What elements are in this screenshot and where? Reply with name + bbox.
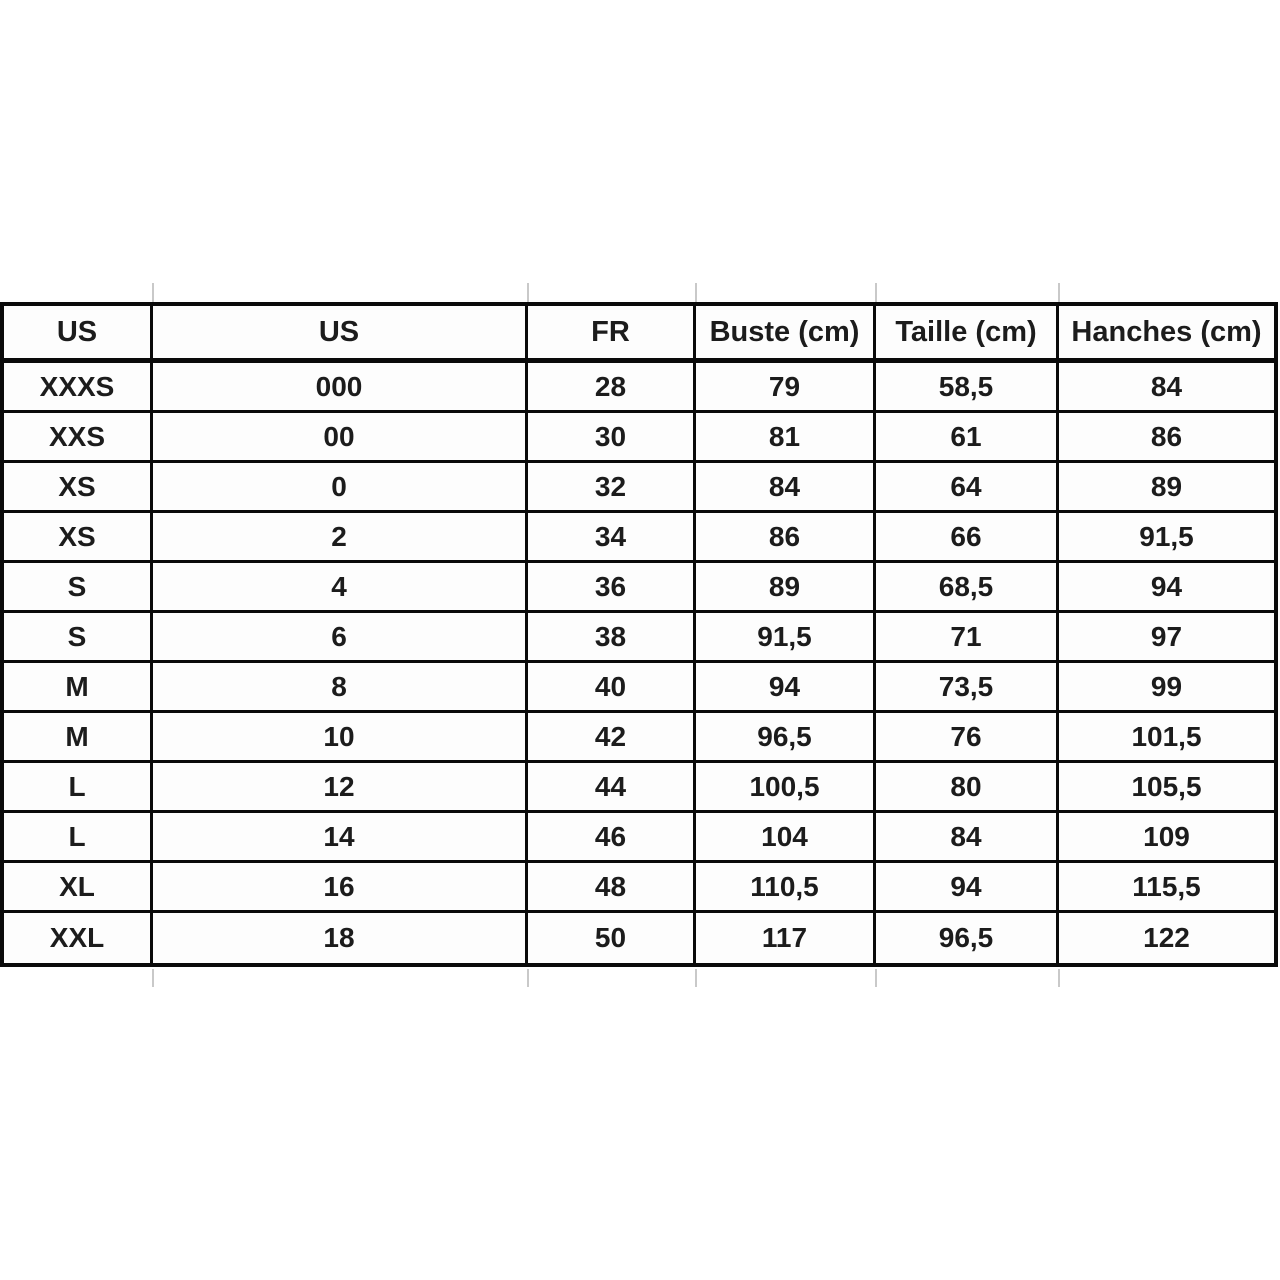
- cell-hips-cm: 101,5: [1059, 713, 1274, 763]
- cell-us-alpha: XS: [4, 463, 153, 513]
- gridline-stub: [695, 969, 697, 987]
- gridline-stub: [875, 283, 877, 302]
- cell-us-numeric: 12: [153, 763, 528, 813]
- cell-fr: 32: [528, 463, 696, 513]
- cell-waist-cm: 96,5: [876, 913, 1059, 963]
- cell-bust-cm: 86: [696, 513, 876, 563]
- cell-bust-cm: 91,5: [696, 613, 876, 663]
- cell-us-numeric: 14: [153, 813, 528, 863]
- cell-hips-cm: 105,5: [1059, 763, 1274, 813]
- cell-hips-cm: 91,5: [1059, 513, 1274, 563]
- cell-hips-cm: 94: [1059, 563, 1274, 613]
- column-header-us-numeric: US: [153, 306, 528, 363]
- cell-bust-cm: 94: [696, 663, 876, 713]
- cell-us-alpha: L: [4, 763, 153, 813]
- column-header-waist: Taille (cm): [876, 306, 1059, 363]
- cell-bust-cm: 84: [696, 463, 876, 513]
- cell-us-numeric: 8: [153, 663, 528, 713]
- cell-hips-cm: 86: [1059, 413, 1274, 463]
- cell-us-numeric: 18: [153, 913, 528, 963]
- gridline-stub: [152, 969, 154, 987]
- cell-us-alpha: M: [4, 663, 153, 713]
- cell-us-numeric: 16: [153, 863, 528, 913]
- gridline-stub: [527, 969, 529, 987]
- cell-fr: 36: [528, 563, 696, 613]
- cell-waist-cm: 80: [876, 763, 1059, 813]
- gridline-stub: [875, 969, 877, 987]
- cell-waist-cm: 94: [876, 863, 1059, 913]
- size-conversion-table: [0, 302, 1278, 967]
- cell-fr: 46: [528, 813, 696, 863]
- column-header-us-alpha: US: [4, 306, 153, 363]
- cell-us-numeric: 0: [153, 463, 528, 513]
- gridline-stub: [695, 283, 697, 302]
- cell-bust-cm: 110,5: [696, 863, 876, 913]
- cell-us-alpha: XL: [4, 863, 153, 913]
- cell-fr: 28: [528, 363, 696, 413]
- gridline-stub: [1058, 969, 1060, 987]
- cell-hips-cm: 122: [1143, 922, 1190, 953]
- cell-us-alpha: M: [4, 713, 153, 763]
- column-header-bust: Buste (cm): [696, 306, 876, 363]
- cell-us-alpha: XXL: [4, 913, 153, 963]
- cell-fr: 40: [528, 663, 696, 713]
- gridline-stub: [527, 283, 529, 302]
- cell-bust-cm: 100,5: [696, 763, 876, 813]
- cell-waist-cm: 76: [876, 713, 1059, 763]
- cell-bust-cm: 89: [696, 563, 876, 613]
- cell-us-numeric: 00: [153, 413, 528, 463]
- cell-hips-cm: 115,5: [1059, 863, 1274, 913]
- cell-us-alpha: XXS: [4, 413, 153, 463]
- cell-fr: 34: [528, 513, 696, 563]
- cell-bust-cm: 96,5: [696, 713, 876, 763]
- cell-us-alpha: XXXS: [4, 363, 153, 413]
- cell-us-alpha: L: [4, 813, 153, 863]
- cell-bust-cm: 117: [696, 913, 876, 963]
- cell-bust-cm: 79: [696, 363, 876, 413]
- cell-waist-cm: 58,5: [876, 363, 1059, 413]
- cell-hips-cm: 109: [1059, 813, 1274, 863]
- cell-fr: 48: [528, 863, 696, 913]
- cell-us-numeric: 10: [153, 713, 528, 763]
- cell-waist-cm: 61: [876, 413, 1059, 463]
- cell-waist-cm: 73,5: [876, 663, 1059, 713]
- cell-bust-cm: 81: [696, 413, 876, 463]
- cell-fr: 44: [528, 763, 696, 813]
- cell-hips-cm: 84: [1059, 363, 1274, 413]
- cell-bust-cm: 104: [696, 813, 876, 863]
- cell-fr: 42: [528, 713, 696, 763]
- column-header-hips: Hanches (cm): [1059, 306, 1274, 363]
- cell-hips-cm: 89: [1059, 463, 1274, 513]
- cell-fr: 38: [528, 613, 696, 663]
- cell-waist-cm: 68,5: [876, 563, 1059, 613]
- cell-fr: 30: [528, 413, 696, 463]
- cell-us-alpha: S: [4, 563, 153, 613]
- cell-hips-cm: 97: [1059, 613, 1274, 663]
- cell-us-numeric: 6: [153, 613, 528, 663]
- cell-waist-cm: 84: [876, 813, 1059, 863]
- cell-us-numeric: 000: [153, 363, 528, 413]
- cell-us-numeric: 4: [153, 563, 528, 613]
- cell-us-alpha: S: [4, 613, 153, 663]
- cell-hips-cm: 99: [1059, 663, 1274, 713]
- gridline-stub: [152, 283, 154, 302]
- cell-fr: 50: [528, 913, 696, 963]
- column-header-fr: FR: [528, 306, 696, 363]
- cell-us-numeric: 2: [153, 513, 528, 563]
- cell-waist-cm: 64: [876, 463, 1059, 513]
- cell-waist-cm: 71: [876, 613, 1059, 663]
- gridline-stub: [1058, 283, 1060, 302]
- cell-us-alpha: XS: [4, 513, 153, 563]
- cell-waist-cm: 66: [876, 513, 1059, 563]
